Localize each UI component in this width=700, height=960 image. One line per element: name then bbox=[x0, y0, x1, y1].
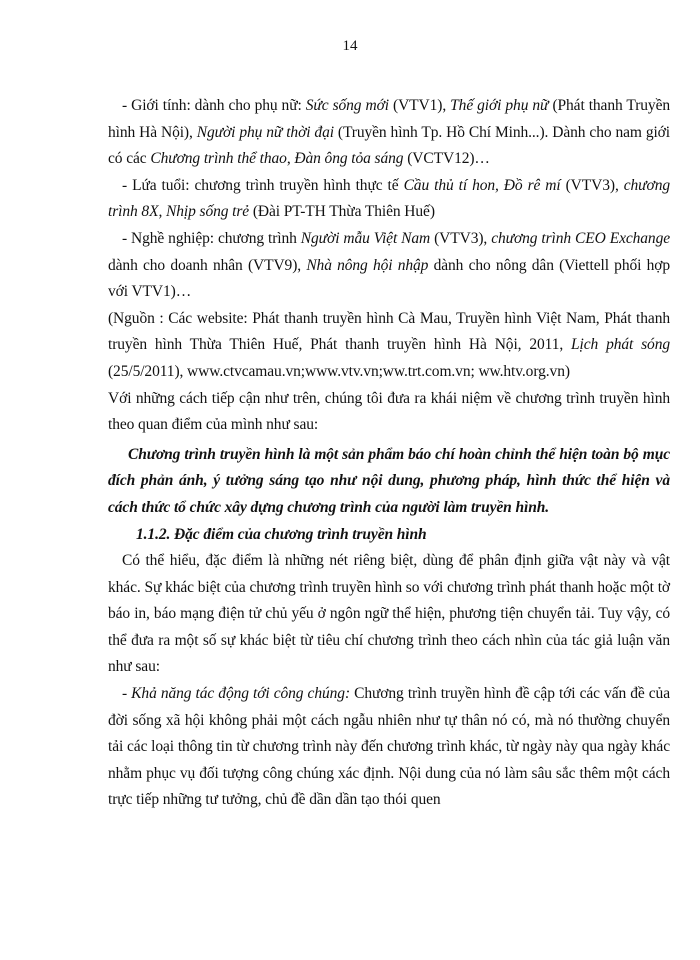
text-run: (VTV1), bbox=[388, 97, 451, 114]
text-run: (Nguồn : Các website: Phát thanh truyền hình Cà Mau, Truyền hình Việt Nam, Phát thanh truyền hình Thừa Thiên Huế, Phát thanh truyền hình Hà Nội, 2011, bbox=[108, 309, 670, 354]
text-run: - Nghề nghiệp: chương trình bbox=[122, 229, 301, 247]
program-title: Sức sống mới bbox=[305, 97, 389, 114]
section-heading: 1.1.2. Đặc điểm của chương trình truyền hình bbox=[136, 525, 427, 543]
program-title: chương trình CEO Exchange bbox=[491, 229, 671, 247]
text-run: (Đài PT-TH Thừa Thiên Huế) bbox=[249, 203, 435, 221]
program-title: Nhà nông hội nhập bbox=[306, 256, 429, 274]
definition-paragraph: Chương trình truyền hình là một sản phẩm báo chí hoàn chỉnh thể hiện toàn bộ mục đích phản ánh, ý tưởng sáng tạo như nội dung, phương pháp, hình thức thể hiện và cách thức tổ chức xây dựng chương trình của người làm truyền hình. bbox=[108, 445, 670, 516]
page-number: 14 bbox=[342, 38, 358, 54]
program-title: chương trình 8X, Nhịp sống trẻ bbox=[108, 176, 671, 221]
body-text bbox=[108, 93, 670, 814]
paragraph-age bbox=[108, 173, 670, 226]
text-run: dành cho doanh nhân (VTV9), bbox=[108, 256, 307, 274]
paragraph-source bbox=[108, 306, 670, 386]
program-title: Cầu thủ tí hon, Đồ rê mí bbox=[403, 176, 561, 194]
paragraph-gender bbox=[108, 93, 670, 173]
text-run: , bbox=[286, 150, 295, 168]
text-run: - Giới tính: dành cho phụ nữ: bbox=[122, 97, 306, 114]
subheading-italic: - Khả năng tác động tới công chúng: bbox=[122, 685, 350, 703]
text-run: (25/5/2011), www.ctvcamau.vn;www.vtv.vn;ww.trt.com.vn; ww.htv.org.vn) bbox=[108, 362, 570, 380]
paragraph-occupation bbox=[108, 226, 670, 306]
program-title: Đàn ông tỏa sáng bbox=[294, 150, 404, 168]
paragraph-approach: Với những cách tiếp cận như trên, chúng tôi đưa ra khái niệm về chương trình truyền hình theo quan điểm của mình như sau: bbox=[108, 389, 670, 434]
paragraph-impact bbox=[108, 681, 670, 814]
text-run: (VTV3), bbox=[430, 229, 492, 247]
program-title: Người phụ nữ thời đại bbox=[196, 123, 334, 141]
program-title: Người mẫu Việt Nam bbox=[300, 229, 431, 247]
text-run: (Phát thanh Truyền hình Hà Nội), bbox=[108, 97, 670, 141]
paragraph-characteristics: Có thể hiểu, đặc điểm là những nét riêng biệt, dùng để phân định giữa vật này và vật khác. Sự khác biệt của chương trình truyền hình so với chương trình phát thanh hoặc một tờ báo in, báo mạng điện tử chủ yếu ở ngôn ngữ thể hiện, phương tiện chuyển tải. Tuy vậy, có thể đưa ra một số sự khác biệt từ tiêu chí chương trình theo cách nhìn của tác giả luận văn như sau: bbox=[108, 552, 670, 676]
text-run: dành cho nông dân (Viettell phối hợp với VTV1)… bbox=[108, 256, 670, 301]
text-run: (VTV3), bbox=[560, 176, 624, 194]
text-run: (VCTV12)… bbox=[403, 150, 490, 168]
text-run: - Lứa tuổi: chương trình truyền hình thực tế bbox=[122, 176, 404, 194]
program-title: Thế giới phụ nữ bbox=[450, 97, 549, 114]
program-title: Chương trình thể thao bbox=[150, 150, 287, 168]
schedule-title: Lịch phát sóng bbox=[571, 336, 670, 354]
text-run: (Truyền hình Tp. Hồ Chí Minh...). Dành cho nam giới có các bbox=[108, 123, 670, 168]
text-run: Chương trình truyền hình đề cập tới các vấn đề của đời sống xã hội không phải một cách ngẫu nhiên như tự thân nó có, mà nó thường chuyển tải các loại thông tin từ chương trình này đến chương trình khác, từ ngày này qua ngày khác nhằm phục vụ đối tượng công chúng xác định. Nội dung của nó làm sâu sắc thêm một cách trực tiếp những tư tưởng, chủ đề dần dần tạo thói quen bbox=[108, 685, 670, 809]
